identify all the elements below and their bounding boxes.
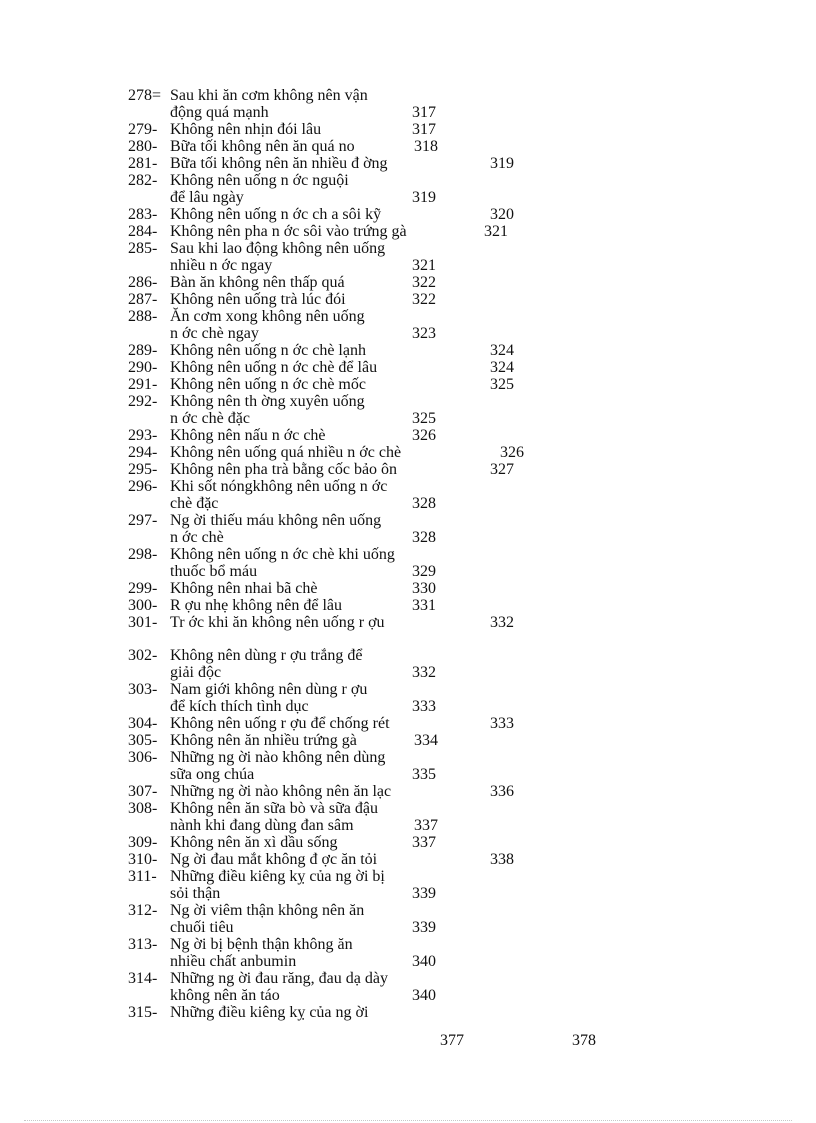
toc-entry-page: 323 [412,325,436,342]
toc-entry-title: Không nên uống trà lúc đói [170,291,346,308]
toc-entry-title: Không nên uống n ớc ch a sôi kỹ [170,206,382,223]
toc-entry-number: 307- [128,783,158,800]
toc-entry-line [128,936,588,953]
toc-entry-page: 335 [412,766,436,783]
toc-entry-line [128,529,588,546]
toc-entry-line [128,410,588,427]
toc-entry-line [128,647,588,664]
toc-entry-title: Sau khi lao động không nên uống [170,240,386,257]
toc-entry-line [128,138,588,155]
page-number-right: 378 [572,1032,596,1049]
toc-entry-number: 287- [128,291,158,308]
toc-entry-page: 325 [490,376,514,393]
toc-entry-line [128,817,588,834]
toc-entry-page: 322 [412,291,436,308]
toc-entry-title: Ng ời viêm thận không nên ăn [170,902,365,919]
toc-entry-line [128,766,588,783]
toc-entry-page: 329 [412,563,436,580]
toc-entry-number: 308- [128,800,158,817]
toc-entry-number: 300- [128,597,158,614]
toc-entry-number: 305- [128,732,158,749]
toc-entry-title: Không nên th ờng xuyên uống [170,393,365,410]
toc-entry-page: 340 [412,987,436,1004]
toc-entry-line [128,987,588,1004]
toc-entry-number: 294- [128,444,158,461]
toc-entry-title: để kích thích tình dục [170,698,309,715]
toc-entry [128,308,588,342]
toc-entry [128,800,588,834]
toc-entry [128,87,588,121]
toc-entry-number: 314- [128,970,158,987]
toc-entry-title: chè đặc [170,495,219,512]
toc-entry-number: 280- [128,138,158,155]
toc-entry-title: sữa ong chúa [170,766,255,783]
toc-entry-page: 336 [490,783,514,800]
toc-entry-number: 284- [128,223,158,240]
toc-entry-page: 337 [414,817,438,834]
toc-entry-line [128,308,588,325]
toc-entry-page: 332 [412,664,436,681]
toc-entry [128,240,588,274]
toc-entry-title: Không nên ăn xì dầu sống [170,834,338,851]
toc-entry-line [128,325,588,342]
table-of-contents [128,87,588,1021]
toc-entry-line [128,580,588,597]
toc-entry [128,597,588,614]
toc-entry-title: thuốc bổ máu [170,563,258,580]
toc-entry-line [128,342,588,359]
toc-entry [128,138,588,155]
toc-entry-number: 288- [128,308,158,325]
toc-entry-line [128,681,588,698]
toc-entry-title: Không nên nhịn đói lâu [170,121,322,138]
toc-entry-line [128,953,588,970]
toc-entry-line [128,444,588,461]
toc-entry [128,902,588,936]
toc-entry-number: 302- [128,647,158,664]
toc-entry-title: Ăn cơm xong không nên uống [170,308,365,325]
toc-entry-title: Tr ớc khi ăn không nên uống r ợu [170,614,385,631]
toc-entry-line [128,87,588,104]
toc-entry-page: 333 [490,715,514,732]
toc-entry-title: Không nên uống n ớc nguội [170,172,349,189]
toc-entry-title: Khi sốt nóngkhông nên uống n ớc [170,478,388,495]
toc-entry-title: n ớc chè đặc [170,410,250,427]
toc-entry-number: 293- [128,427,158,444]
toc-entry [128,647,588,681]
toc-entry-line [128,800,588,817]
toc-entry-title: không nên ăn táo [170,987,280,1004]
toc-entry [128,851,588,868]
toc-entry [128,681,588,715]
toc-entry-title: Không nên nấu n ớc chè [170,427,326,444]
toc-entry-line [128,902,588,919]
toc-entry-number: 309- [128,834,158,851]
toc-entry-title: nhiều chất anbumin [170,953,297,970]
toc-entry-page: 320 [490,206,514,223]
toc-entry-title: Không nên nhai bã chè [170,580,318,597]
toc-entry-line [128,868,588,885]
toc-entry-number: 313- [128,936,158,953]
toc-entry-number: 282- [128,172,158,189]
toc-entry-number: 290- [128,359,158,376]
toc-entry-page: 338 [490,851,514,868]
toc-entry [128,478,588,512]
toc-entry-page: 333 [412,698,436,715]
toc-entry-title: Không nên uống n ớc chè lạnh [170,342,366,359]
toc-entry-line [128,427,588,444]
toc-entry-line [128,664,588,681]
toc-entry-title: động quá mạnh [170,104,269,121]
toc-entry [128,291,588,308]
toc-entry-title: Không nên uống n ớc chè để lâu [170,359,378,376]
toc-entry-number: 283- [128,206,158,223]
toc-entry [128,715,588,732]
toc-entry-line [128,189,588,206]
toc-entry-page: 319 [412,189,436,206]
toc-entry-line [128,970,588,987]
toc-entry-title: giải độc [170,664,222,681]
toc-entry-title: Bữa tối không nên ăn quá no [170,138,355,155]
toc-entry-line [128,461,588,478]
toc-entry [128,155,588,172]
toc-entry-title: Nam giới không nên dùng r ợu [170,681,368,698]
toc-entry-line [128,291,588,308]
toc-entry [128,121,588,138]
toc-entry [128,732,588,749]
toc-entry-page: 332 [490,614,514,631]
toc-entry-number: 289- [128,342,158,359]
toc-entry-title: Ng ời thiếu máu không nên uống [170,512,382,529]
toc-entry-number: 298- [128,546,158,563]
toc-entry-line [128,257,588,274]
toc-entry-title: Không nên dùng r ợu trắng để [170,647,363,664]
toc-entry [128,223,588,240]
toc-entry-title: sỏi thận [170,885,221,902]
toc-entry-number: 297- [128,512,158,529]
toc-entry-number: 312- [128,902,158,919]
toc-entry [128,342,588,359]
toc-entry-line [128,1004,588,1021]
toc-entry-title: Không nên pha n ớc sôi vào trứng gà [170,223,407,240]
toc-entry-number: 311- [128,868,157,885]
toc-entry-page: 334 [414,732,438,749]
toc-entry-line [128,749,588,766]
toc-entry-page: 337 [412,834,436,851]
toc-entry [128,546,588,580]
toc-entry-number: 295- [128,461,158,478]
toc-entry-title: Không nên ăn sữa bò và sữa đậu [170,800,378,817]
toc-entry-number: 310- [128,851,158,868]
toc-entry-line [128,393,588,410]
toc-entry [128,749,588,783]
toc-entry [128,834,588,851]
toc-entry-page: 339 [412,919,436,936]
page-number-left: 377 [440,1032,464,1049]
toc-entry-page: 327 [490,461,514,478]
toc-entry-line [128,206,588,223]
toc-entry-line [128,240,588,257]
toc-entry-title: để lâu ngày [170,189,244,206]
toc-entry-number: 296- [128,478,158,495]
toc-entry-line [128,851,588,868]
toc-entry-line [128,885,588,902]
toc-entry-title: n ớc chè ngay [170,325,259,342]
toc-entry-page: 326 [412,427,436,444]
toc-entry [128,206,588,223]
toc-entry-title: Những điều kiêng kỵ của ng ời bị [170,868,385,885]
toc-entry-page: 340 [412,953,436,970]
toc-entry-line [128,563,588,580]
toc-entry-title: R ợu nhẹ không nên để lâu [170,597,342,614]
toc-entry-number: 315- [128,1004,158,1021]
toc-entry-title: Không nên uống r ợu để chống rét [170,715,390,732]
toc-entry-line [128,104,588,121]
toc-entry-page: 328 [412,495,436,512]
toc-entry-title: Những ng ời nào không nên dùng [170,749,386,766]
page-footer [0,1032,816,1052]
toc-entry-page: 318 [414,138,438,155]
toc-entry-number: 303- [128,681,158,698]
toc-entry-line [128,732,588,749]
toc-entry-line [128,359,588,376]
toc-entry-line [128,783,588,800]
toc-entry-line [128,121,588,138]
toc-entry [128,172,588,206]
toc-entry-page: 331 [412,597,436,614]
toc-entry [128,868,588,902]
bottom-dotted-rule [24,1120,792,1121]
toc-entry-page: 319 [490,155,514,172]
toc-entry-page: 324 [490,342,514,359]
toc-entry-page: 317 [412,121,436,138]
toc-entry-page: 317 [412,104,436,121]
toc-entry [128,580,588,597]
toc-entry [128,936,588,970]
toc-entry-title: Không nên ăn nhiều trứng gà [170,732,357,749]
toc-entry-number: 278= [128,87,162,104]
toc-entry-title: Ng ời đau mắt không đ ợc ăn tỏi [170,851,378,868]
toc-entry-page: 324 [490,359,514,376]
toc-entry-title: n ớc chè [170,529,224,546]
toc-entry-title: Không nên uống n ớc chè khi uống [170,546,395,563]
toc-entry-title: nhiều n ớc ngay [170,257,273,274]
toc-entry-number: 281- [128,155,158,172]
toc-entry-number: 301- [128,614,158,631]
toc-entry [128,444,588,461]
toc-entry [128,614,588,631]
toc-entry [128,274,588,291]
toc-entry-line [128,614,588,631]
toc-entry-line [128,274,588,291]
toc-entry-line [128,597,588,614]
toc-entry-line [128,919,588,936]
toc-entry-line [128,834,588,851]
toc-entry-page: 330 [412,580,436,597]
toc-entry-title: nành khi đang dùng đan sâm [170,817,354,834]
toc-entry-line [128,155,588,172]
toc-entry-line [128,376,588,393]
toc-entry-title: Bàn ăn không nên thấp quá [170,274,345,291]
toc-entry-title: Không nên uống quá nhiều n ớc chè [170,444,402,461]
toc-entry-line [128,698,588,715]
toc-entry-number: 292- [128,393,158,410]
toc-entry-title: Bữa tối không nên ăn nhiều đ ờng [170,155,388,172]
toc-entry [128,970,588,1004]
toc-entry-page: 321 [484,223,508,240]
toc-entry-title: Sau khi ăn cơm không nên vận [170,87,368,104]
toc-entry-line [128,495,588,512]
toc-entry-line [128,478,588,495]
toc-entry-page: 322 [412,274,436,291]
toc-entry-title: chuối tiêu [170,919,234,936]
toc-entry-line [128,546,588,563]
toc-entry-page: 339 [412,885,436,902]
toc-entry [128,783,588,800]
toc-entry [128,461,588,478]
toc-entry-page: 325 [412,410,436,427]
toc-entry [128,393,588,427]
toc-entry-title: Không nên pha trà bằng cốc bảo ôn [170,461,398,478]
toc-entry-number: 291- [128,376,158,393]
toc-entry [128,512,588,546]
toc-entry-line [128,512,588,529]
toc-entry-number: 285- [128,240,158,257]
toc-entry-title: Không nên uống n ớc chè mốc [170,376,366,393]
toc-entry [128,376,588,393]
toc-entry-line [128,715,588,732]
toc-entry-number: 306- [128,749,158,766]
toc-entry-page: 328 [412,529,436,546]
toc-entry-title: Những ng ời đau răng, đau dạ dày [170,970,388,987]
toc-entry [128,1004,588,1021]
toc-entry-number: 304- [128,715,158,732]
toc-entry-page: 321 [412,257,436,274]
toc-entry-number: 299- [128,580,158,597]
toc-entry-line [128,172,588,189]
toc-entry [128,427,588,444]
toc-entry-number: 279- [128,121,158,138]
toc-entry [128,359,588,376]
toc-entry-title: Những ng ời nào không nên ăn lạc [170,783,392,800]
toc-entry-title: Những điều kiêng kỵ của ng ời [170,1004,369,1021]
toc-entry-page: 326 [500,444,524,461]
toc-entry-line [128,223,588,240]
toc-entry-number: 286- [128,274,158,291]
toc-entry-title: Ng ời bị bệnh thận không ăn [170,936,353,953]
